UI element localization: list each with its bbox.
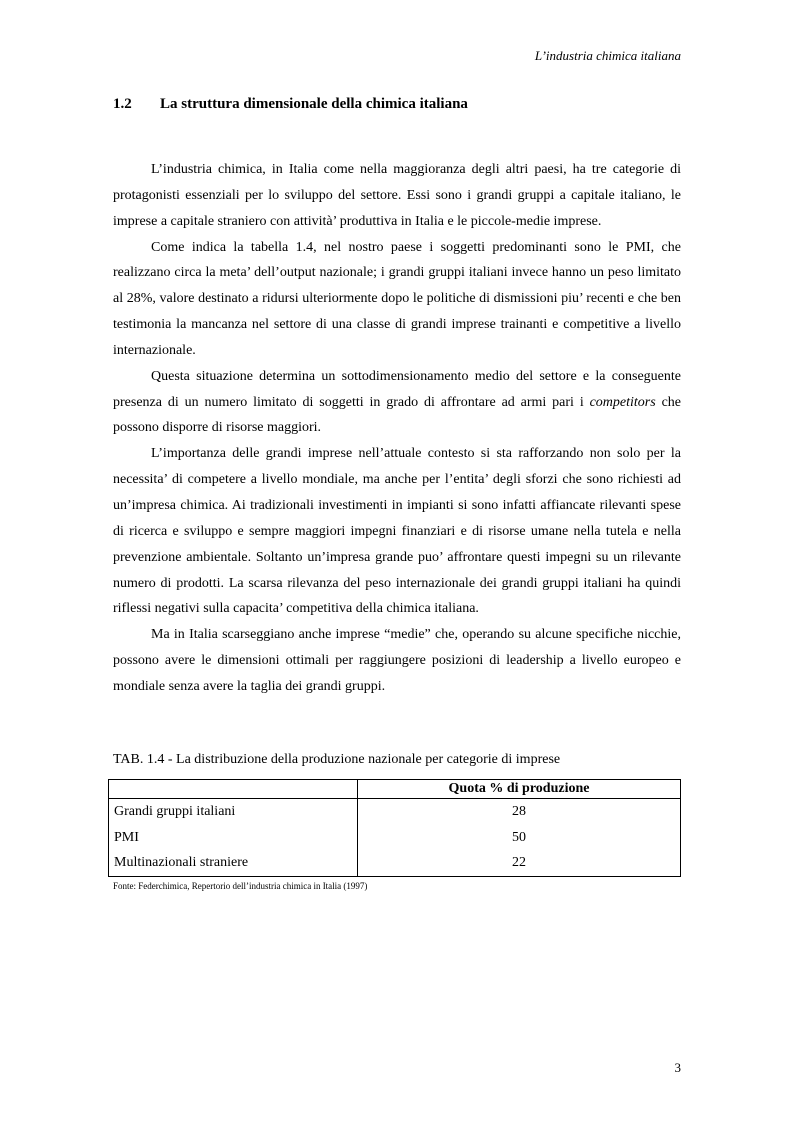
paragraph: Come indica la tabella 1.4, nel nostro paese i soggetti predominanti sono le PMI, che realizzano circa la meta’ dell’output nazionale; i grandi gruppi italiani invece hanno un peso limitato al 28%, valore destinato a ridursi ulteriormente dopo le politiche di dismissioni piu’ recenti e che ben testimonia la mancanza nel settore di una classe di grandi imprese trainanti e competitive a livello internazionale. bbox=[113, 239, 681, 358]
section-title: La struttura dimensionale della chimica italiana bbox=[160, 96, 468, 112]
table-cell-value: 50 bbox=[512, 829, 526, 845]
table-cell-value: 28 bbox=[512, 804, 526, 819]
table-caption: TAB. 1.4 - La distribuzione della produzione nazionale per categorie di imprese bbox=[113, 752, 561, 767]
section-heading bbox=[113, 96, 468, 113]
paragraph: L’importanza delle grandi imprese nell’attuale contesto si sta rafforzando non solo per la necessita’ di competere a livello mondiale, ma anche per l’entita’ degli sforzi che sono richiesti ad un’impresa chimica. Ai tradizionali investimenti in impianti si sono infatti affiancate rilevanti spese di ricerca e sviluppo e sempre maggiori impegni finanziari e di risorse umane nella tutela e nella prevenzione ambientale. Soltanto un’impresa grande puo’ affrontare questi impegni su un rilevante numero di prodotti. La scarsa rilevanza del peso internazionale dei grandi gruppi italiani ha quindi riflessi negativi sulla capacita’ competitiva della chimica italiana. bbox=[113, 446, 681, 617]
table-cell-value: 22 bbox=[512, 855, 526, 870]
page-number: 3 bbox=[674, 1060, 681, 1075]
table-row bbox=[109, 799, 681, 825]
table-source: Fonte: Federchimica, Repertorio dell’industria chimica in Italia (1997) bbox=[113, 881, 368, 891]
table-cell-category: Grandi gruppi italiani bbox=[109, 799, 358, 825]
production-table bbox=[108, 779, 681, 877]
table-cell-category: Multinazionali straniere bbox=[109, 850, 358, 876]
section-number: 1.2 bbox=[113, 96, 132, 112]
paragraph: L’industria chimica, in Italia come nella maggioranza degli altri paesi, ha tre categorie di protagonisti essenziali per lo sviluppo del settore. Essi sono i grandi gruppi a capitale italiano, le imprese a capitale straniero con attività’ produttiva in Italia e le piccole-medie imprese. bbox=[113, 162, 681, 229]
body-text bbox=[113, 157, 681, 700]
paragraph-text: Questa situazione determina un sottodimensionamento medio del settore e la conseguente presenza di un numero limitato di soggetti in grado di affrontare ad armi pari i bbox=[113, 368, 681, 410]
table-cell-category: PMI bbox=[109, 825, 358, 851]
paragraph bbox=[113, 364, 681, 442]
table-row bbox=[109, 850, 681, 876]
paragraph-text: che possono disporre di risorse maggiori. bbox=[113, 394, 682, 436]
table-row bbox=[109, 825, 681, 851]
table-header-quota: Quota % di produzione bbox=[358, 780, 681, 799]
paragraph: Ma in Italia scarseggiano anche imprese “medie” che, operando su alcune specifiche nicchie, possono avere le dimensioni ottimali per raggiungere posizioni di leadership a livello europeo e mondiale senza avere la taglia dei grandi gruppi. bbox=[113, 627, 681, 694]
italic-term: competitors bbox=[589, 394, 656, 410]
running-header: L’industria chimica italiana bbox=[534, 48, 681, 63]
table-header-row bbox=[109, 780, 681, 799]
table-header-empty bbox=[109, 780, 358, 799]
